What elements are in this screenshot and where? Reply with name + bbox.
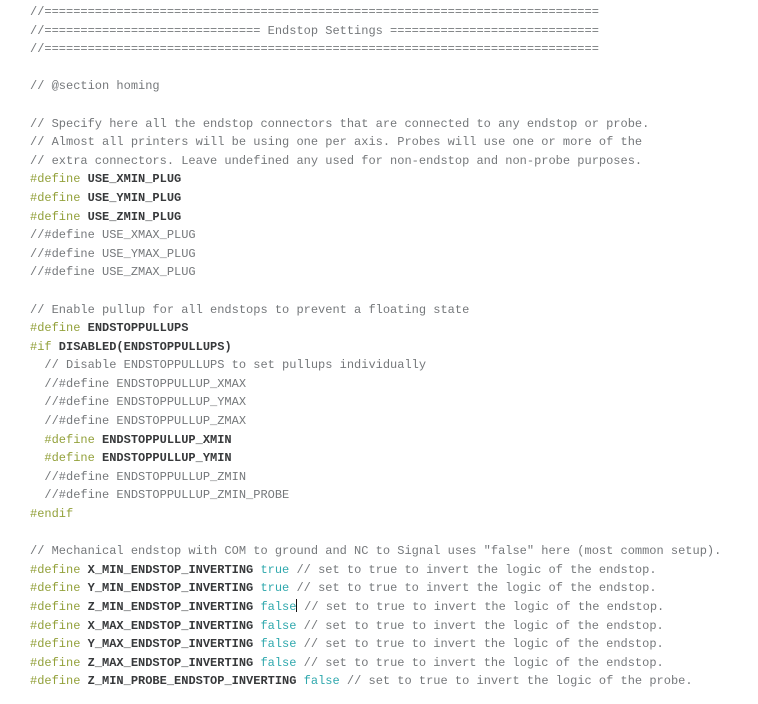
code-token-comment: //#define ENDSTOPPULLUP_ZMAX (30, 414, 247, 429)
code-line[interactable] (30, 282, 754, 301)
code-token-comment: //#define USE_ZMAX_PLUG (30, 265, 196, 280)
code-token-ident: ENDSTOPPULLUP_XMIN (94, 432, 232, 447)
code-line[interactable] (30, 3, 754, 22)
code-line[interactable] (30, 263, 754, 282)
code-token-comment: //#define ENDSTOPPULLUP_ZMIN (30, 469, 247, 484)
code-token-preproc: #define (30, 209, 81, 224)
code-line[interactable] (30, 59, 754, 78)
code-line[interactable] (30, 319, 754, 338)
code-token-ident: X_MIN_ENDSTOP_INVERTING (80, 562, 254, 577)
code-line[interactable] (30, 226, 754, 245)
code-line[interactable] (30, 617, 754, 636)
code-line[interactable] (30, 393, 754, 412)
code-token-comment: // Almost all printers will be using one per axis. Probes will use one or more of the (30, 135, 643, 150)
code-token-preproc: #define (30, 581, 81, 596)
code-line[interactable] (30, 468, 754, 487)
code-token-preproc: #define (30, 321, 81, 336)
code-line[interactable] (30, 449, 754, 468)
code-line[interactable] (30, 245, 754, 264)
code-line[interactable] (30, 301, 754, 320)
code-line[interactable] (30, 579, 754, 598)
code-line[interactable] (30, 654, 754, 673)
code-token-comment: // @section homing (30, 79, 160, 94)
code-token-ident: Z_MIN_PROBE_ENDSTOP_INVERTING (80, 674, 297, 689)
code-token-value: false (253, 618, 297, 633)
code-token-comment: // set to true to invert the logic of the endstop. (289, 581, 657, 596)
code-line[interactable] (30, 356, 754, 375)
code-token-comment: // set to true to invert the logic of the endstop. (296, 618, 664, 633)
code-token-comment: //#define ENDSTOPPULLUP_ZMIN_PROBE (30, 488, 290, 503)
code-token-comment: //============================== Endstop Settings ============================= (30, 23, 599, 38)
code-token-comment: // set to true to invert the logic of the endstop. (296, 600, 665, 614)
code-token-preproc: #define (30, 432, 95, 447)
code-token-ident: X_MAX_ENDSTOP_INVERTING (80, 618, 254, 633)
code-line[interactable] (30, 208, 754, 227)
code-line[interactable] (30, 338, 754, 357)
code-token-value: false (253, 655, 297, 670)
code-line[interactable] (30, 431, 754, 450)
code-line[interactable] (30, 505, 754, 524)
code-token-preproc: #define (30, 562, 81, 577)
code-token-comment: // Specify here all the endstop connectors that are connected to any endstop or probe. (30, 116, 650, 131)
code-token-comment: // Enable pullup for all endstops to prevent a floating state (30, 302, 470, 317)
code-token-preproc: #define (30, 172, 81, 187)
code-token-ident: DISABLED(ENDSTOPPULLUPS) (51, 339, 232, 354)
code-line[interactable] (30, 189, 754, 208)
code-token-value: false (253, 637, 297, 652)
code-line[interactable] (30, 133, 754, 152)
code-line[interactable] (30, 77, 754, 96)
code-token-value: false (253, 600, 297, 614)
code-token-comment: //============================================================================= (30, 42, 599, 57)
code-token-comment: //#define USE_XMAX_PLUG (30, 228, 196, 243)
code-token-ident: Y_MIN_ENDSTOP_INVERTING (80, 581, 254, 596)
code-line[interactable] (30, 115, 754, 134)
code-token-comment: // set to true to invert the logic of the endstop. (289, 562, 657, 577)
code-line[interactable] (30, 22, 754, 41)
code-token-value: true (253, 581, 290, 596)
code-line[interactable] (30, 635, 754, 654)
code-token-preproc: #define (30, 618, 81, 633)
code-token-comment: //#define ENDSTOPPULLUP_XMAX (30, 376, 247, 391)
code-token-preproc: #define (30, 655, 81, 670)
code-token-value: false (296, 674, 340, 689)
code-token-comment: // Mechanical endstop with COM to ground and NC to Signal uses "false" here (most common setup). (30, 544, 722, 559)
code-token-comment: // extra connectors. Leave undefined any used for non-endstop and non-probe purposes. (30, 153, 643, 168)
code-line[interactable] (30, 152, 754, 171)
code-token-ident: ENDSTOPPULLUPS (80, 321, 189, 336)
code-token-ident: USE_XMIN_PLUG (80, 172, 182, 187)
code-token-preproc: #define (30, 637, 81, 652)
code-line[interactable] (30, 542, 754, 561)
code-token-comment: //#define USE_YMAX_PLUG (30, 246, 196, 261)
code-token-ident: Z_MIN_ENDSTOP_INVERTING (80, 600, 254, 614)
code-token-preproc: #define (30, 451, 95, 466)
code-token-preproc: #if (30, 339, 52, 354)
code-line[interactable] (30, 598, 754, 617)
code-line[interactable] (30, 40, 754, 59)
code-token-ident: USE_ZMIN_PLUG (80, 209, 182, 224)
code-token-preproc: #define (30, 674, 81, 689)
code-line[interactable] (30, 486, 754, 505)
code-token-comment: // Disable ENDSTOPPULLUPS to set pullups individually (30, 358, 427, 373)
code-token-preproc: #define (30, 190, 81, 205)
code-token-comment: //============================================================================= (30, 5, 599, 19)
code-token-comment: // set to true to invert the logic of the probe. (339, 674, 693, 689)
code-token-ident: USE_YMIN_PLUG (80, 190, 182, 205)
code-line[interactable] (30, 375, 754, 394)
code-token-comment: //#define ENDSTOPPULLUP_YMAX (30, 395, 247, 410)
code-token-preproc: #define (30, 600, 81, 614)
code-token-ident: ENDSTOPPULLUP_YMIN (94, 451, 232, 466)
code-token-comment: // set to true to invert the logic of the endstop. (296, 637, 664, 652)
code-line[interactable] (30, 412, 754, 431)
code-token-value: true (253, 562, 290, 577)
code-line[interactable] (30, 96, 754, 115)
code-token-preproc: #endif (30, 507, 74, 522)
code-line[interactable] (30, 561, 754, 580)
code-token-ident: Y_MAX_ENDSTOP_INVERTING (80, 637, 254, 652)
code-token-ident: Z_MAX_ENDSTOP_INVERTING (80, 655, 254, 670)
code-line[interactable] (30, 170, 754, 189)
code-token-comment: // set to true to invert the logic of the endstop. (296, 655, 664, 670)
code-line[interactable] (30, 524, 754, 543)
code-line[interactable] (30, 672, 754, 691)
